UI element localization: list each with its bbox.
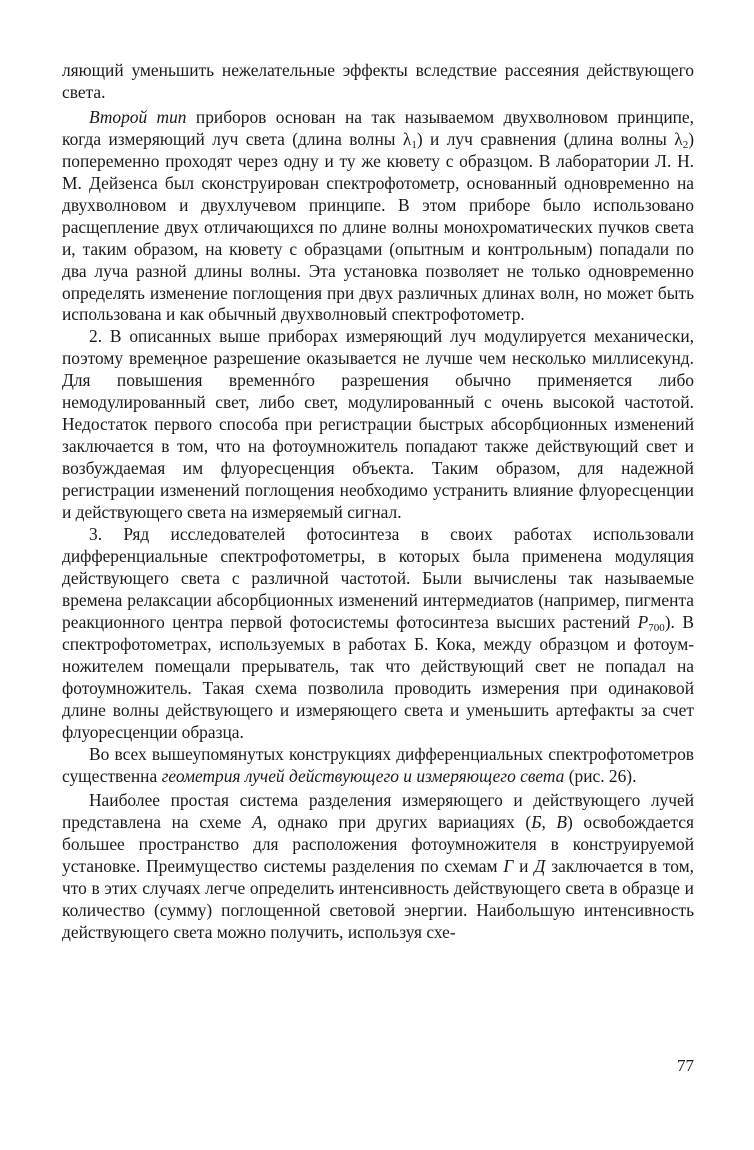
subscript-700: 700	[648, 621, 665, 634]
subscript-lambda-1: 1	[411, 138, 417, 151]
paragraph-schemes	[62, 790, 694, 944]
subscript-lambda-2: 2	[682, 138, 689, 151]
text-segment: заключается в том, что в этих случаях легче определить интенсивность действующего света в образце и количество (сумму) поглощенной световой энергии. Наибольшую интенсивность действующего света можно получить, используя схе-	[62, 856, 694, 943]
text-segment: Наиболее простая система разделения измеряющего и действующего лучей представлена на схеме	[62, 790, 694, 833]
text-segment: и	[513, 856, 535, 877]
page-body	[62, 60, 694, 944]
paragraph-item-2: 2. В описанных выше приборах измеряющий луч модулируется механически, поэтому времеңное разрешение оказывается не лучше чем несколько миллисекунд. Для повышения временнóго разрешения обычно применяется либо немодулированный свет, либо свет, модулированный с очень высокой частотой. Недостаток первого способа при регистрации быстрых абсорбционных изменений заключается в том, что на фотоумножитель попадают также действующий свет и возбуждаемая им флуоресценция объекта. Таким образом, для надежной регистрации изменений поглощения необходимо устранить влияние флуоресценции и действующего света на измеряемый сигнал.	[62, 326, 694, 523]
text-segment: Во всех вышеупомянутых конструкциях дифференциальных спектрофотометров существенна	[62, 743, 694, 786]
paragraph-carryover: ляющий уменьшить нежелательные эффекты вследствие рассеяния действующего света.	[62, 60, 694, 102]
text-segment: ) и луч сравнения (длина волны λ	[416, 128, 683, 149]
text-segment: ) освобождается большее пространство для расположения фотоумножителя в конструируемой установке. Преимущество системы разделения по схемам	[62, 812, 694, 877]
scheme-label-g: Г	[503, 856, 514, 877]
scheme-label-d: Д	[534, 856, 546, 877]
text-segment: (рис. 26).	[564, 765, 637, 786]
text-segment: приборов основан на так называемом двухволновом принципе, когда измеряющий луч света (длина волны λ	[62, 106, 695, 149]
italic-term-second-type: Второй тип	[89, 106, 187, 127]
text-segment: ) попеременно проходят через одну и ту же кювету с образцом. В лаборатории Л. Н. М. Дейзенса был сконструирован спектрофотометр, основанный одновременно на двухволновом и двухлучевом принципе. В этом приборе было использовано расщепление двух отличающихся по длине волны монохроматических пучков света и, таким образом, на кювету с образцами (опытным и контрольным) попадали по два луча разной длины волны. Эта установка позволяет не только одновременно определять изменение поглощения при двух различных длинах волн, но может быть использована и как обычный двухволновый спектрофотометр.	[62, 128, 694, 325]
text-segment: ,	[541, 812, 557, 833]
paragraph-two-wave-principle	[62, 107, 694, 327]
text-segment: 3. Ряд исследователей фотосинтеза в своих работах использовали дифференциальные спектрофотометры, в которых была применена модуляция действующего света с различной частотой. Были вычислены так называемые времена релаксации абсорбционных изменений интермедиатов (например, пигмента реакционного центра первой фотосистемы фотосинтеза высших растений	[62, 524, 694, 632]
text-segment: ). В спектрофотометрах, используемых в работах Б. Кока, между образцом и фотоумножителем помещали прерыватель, так что действующий свет не попадал на фотоумножитель. Такая схема позволила проводить измерения при одинаковой длине волны действующего и измеряющего света и уменьшить артефакты за счет флуоресценции образца.	[62, 611, 694, 742]
page-number: 77	[677, 1056, 694, 1075]
symbol-p700: P	[637, 611, 649, 632]
paragraph-beam-geometry	[62, 744, 694, 788]
scheme-label-v: В	[556, 812, 568, 833]
italic-term-beam-geometry: геометрия лучей действующего и измеряющего света	[161, 765, 565, 786]
paragraph-item-3	[62, 524, 694, 744]
text-segment: , однако при других вариациях (	[262, 812, 532, 833]
scheme-label-a: А	[251, 812, 263, 833]
scheme-label-b: Б	[531, 812, 542, 833]
